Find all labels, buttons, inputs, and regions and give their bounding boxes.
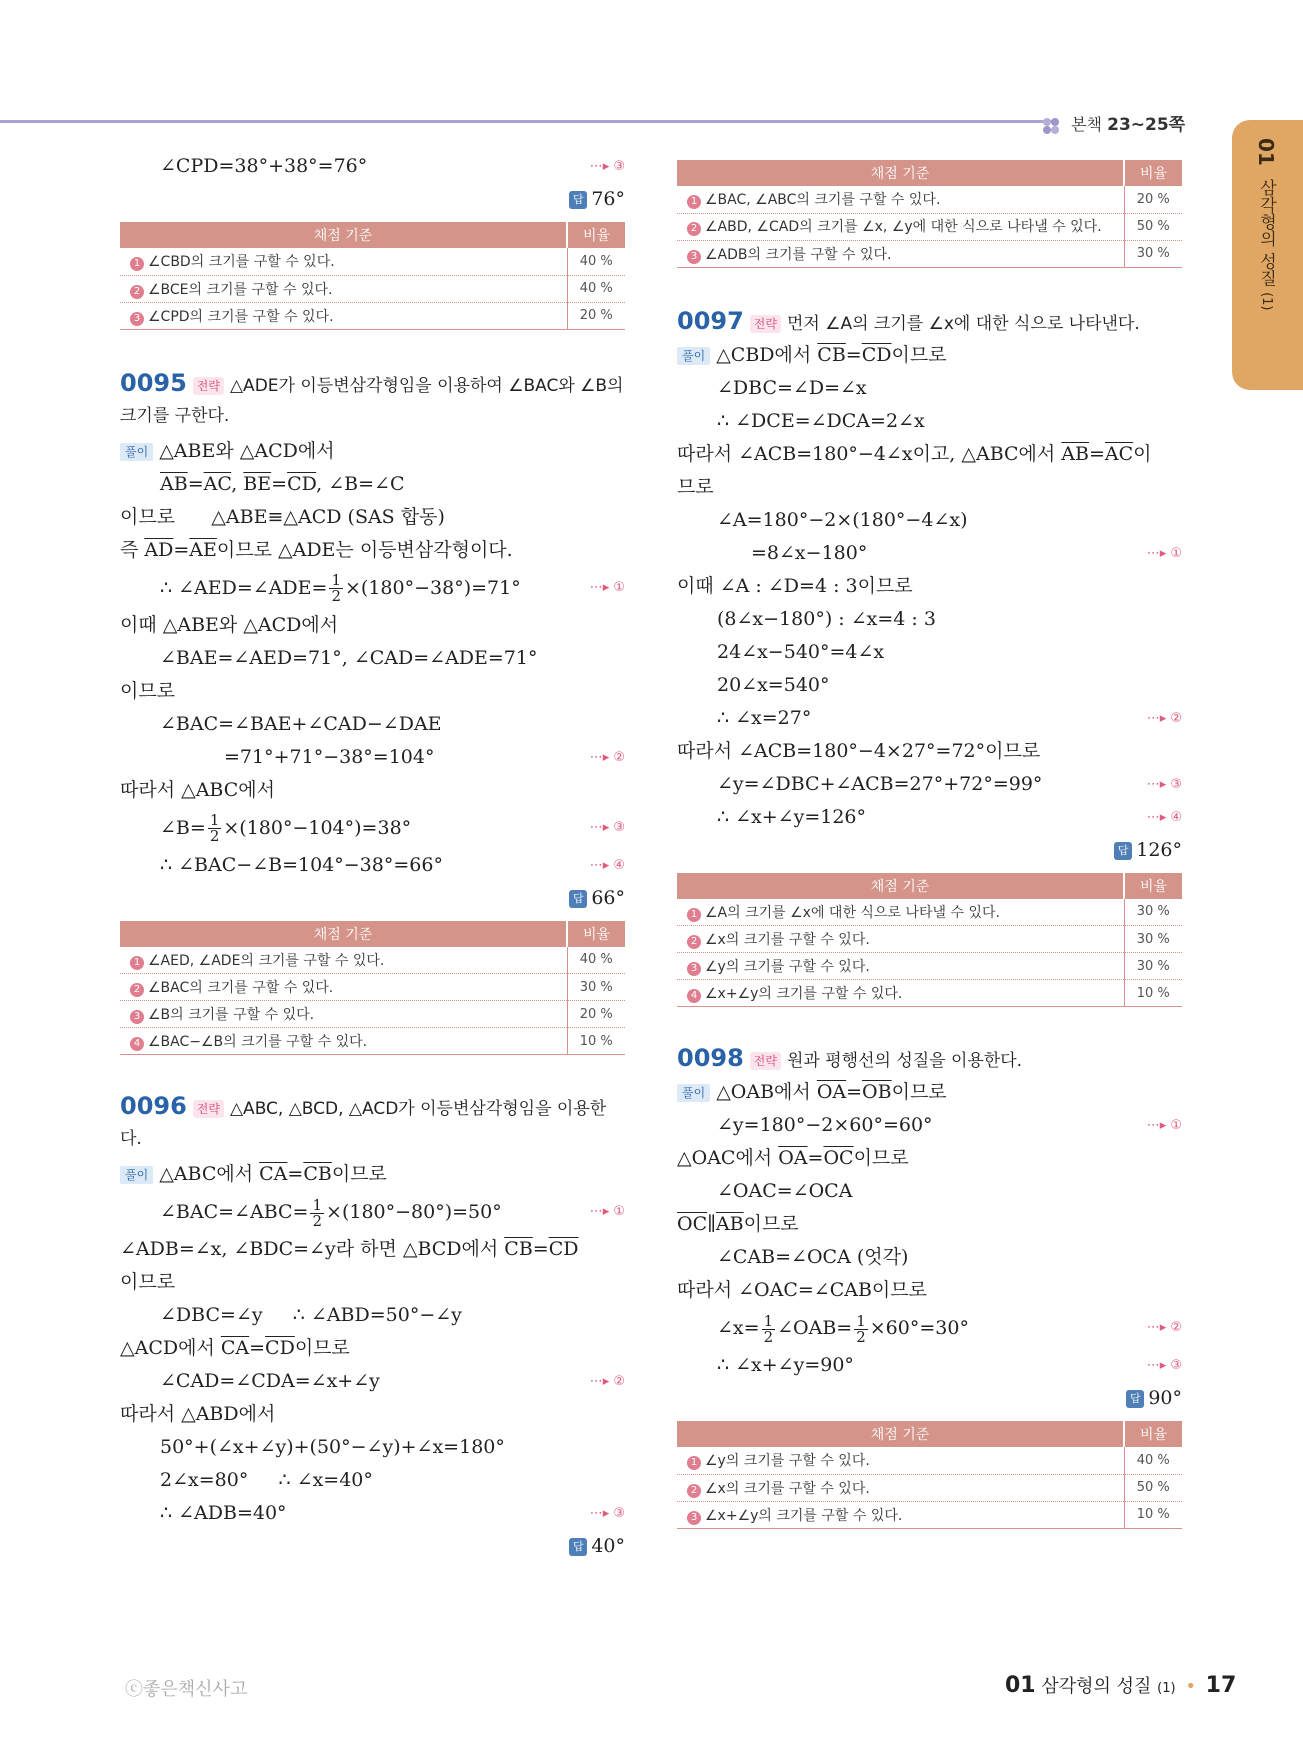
step-mark: ⋯▸ ① (589, 1204, 625, 1219)
step-mark: ⋯▸ ① (1146, 545, 1182, 561)
problem-number: 0095 (120, 368, 187, 397)
table-row: 2 ∠x의 크기를 구할 수 있다. 30 % (677, 926, 1182, 953)
problem-0096-header (120, 1091, 625, 1154)
solution-line: 따라서 △ABC에서 (120, 778, 275, 801)
table-row: 4 ∠BAC−∠B의 크기를 구할 수 있다. 10 % (120, 1028, 625, 1055)
step-mark: ⋯▸ ③ (1146, 1358, 1182, 1373)
solution-line: 이므로 (120, 1271, 176, 1293)
solution-line: =71°+71°−38°=104° ⋯▸ ② (120, 741, 625, 774)
chapter-tab (1232, 120, 1303, 390)
solution-line: ∠DBC=∠D=∠x (717, 376, 867, 399)
answer-icon: 답 (569, 890, 587, 908)
scoring-table: 채점 기준 비율 1 ∠y의 크기를 구할 수 있다. 40 % 2 ∠x의 크기를 구할 수 있다. 50 % 3 ∠x+∠y의 크기를 구할 수 있다. 10 % (677, 1421, 1182, 1529)
problem-0097-header (677, 306, 1182, 339)
solution-line: ∴ ∠BAC−∠B=104°−38°=66° ⋯▸ ④ (120, 849, 625, 882)
solution-line: 풀이 △ABC에서 $\overline{CA}=\overline{CB}$이므로 (120, 1158, 625, 1191)
step-mark: ⋯▸ ② (589, 1374, 625, 1389)
header-rule (0, 120, 1055, 123)
solution-line: ∠x= $\frac{1}{2}$ ∠OAB= $\frac{1}{2}$ ×60°=30° ⋯▸ ② (677, 1307, 1182, 1349)
solution-line: ∠DBC=∠y ∴ ∠ABD=50°−∠y (160, 1304, 462, 1326)
table-row: 3 ∠y의 크기를 구할 수 있다. 30 % (677, 953, 1182, 980)
answer-line: 답 66° (120, 882, 625, 915)
solution-line: △ACD에서 $\overline{CA}=\overline{CD}$이므로 (120, 1337, 350, 1359)
scoring-table: 채점 기준 비율 1 ∠AED, ∠ADE의 크기를 구할 수 있다. 40 % 2 ∠BAC의 크기를 구할 수 있다. 30 % 3 ∠B의 크기를 구할 수 있다. 20 % 4 ∠BAC−∠B의 크기를 구할 수 있다. 10 % (120, 921, 625, 1056)
strategy-text: 먼저 ∠A의 크기를 ∠x에 대한 식으로 나타낸다. (786, 313, 1140, 334)
page-folio (1005, 1672, 1236, 1698)
table-row: 3 ∠B의 크기를 구할 수 있다. 20 % (120, 1001, 625, 1028)
step-mark: ⋯▸ ④ (589, 857, 625, 873)
table-row: 3 ∠x+∠y의 크기를 구할 수 있다. 10 % (677, 1501, 1182, 1528)
solution-line: ∠OAC=∠OCA (717, 1180, 853, 1202)
book-ref-label: 본책 (1071, 115, 1103, 134)
solution-line: ∠y=180°−2×60°=60° ⋯▸ ① (677, 1109, 1182, 1142)
right-column (677, 160, 1182, 1537)
table-row: 3 ∠CPD의 크기를 구할 수 있다. 20 % (120, 302, 625, 329)
solution-line: ∠CAD=∠CDA=∠x+∠y ⋯▸ ② (120, 1365, 625, 1398)
solution-line: △OAC에서 $\overline{OA}=\overline{OC}$이므로 (677, 1147, 909, 1169)
chapter-tab-number: 01 (1254, 138, 1278, 166)
strategy-text: △ADE가 이등변삼각형임을 이용하여 ∠BAC와 ∠B의 크기를 구한다. (120, 375, 624, 426)
solution-line: $\overline{AB}=\overline{AC}$, $\overline{BE}=\overline{CD}$, ∠B=∠C (160, 472, 405, 495)
solution-line: 따라서 ∠OAC=∠CAB이므로 (677, 1279, 927, 1301)
scoring-table: 채점 기준 비율 1 ∠A의 크기를 ∠x에 대한 식으로 나타낼 수 있다. 30 % 2 ∠x의 크기를 구할 수 있다. 30 % 3 ∠y의 크기를 구할 수 있다. 30 % 4 ∠x+∠y의 크기를 구할 수 있다. 10 % (677, 873, 1182, 1008)
chapter-tab-part: (1) (1259, 292, 1274, 311)
solution-line: 2∠x=80° ∴ ∠x=40° (160, 1469, 373, 1491)
table-row: 2 ∠BCE의 크기를 구할 수 있다. 40 % (120, 275, 625, 302)
solution-line: 풀이 △ABE와 △ACD에서 (120, 435, 625, 468)
step-mark: ⋯▸ ③ (589, 819, 625, 835)
solution-line: 따라서 ∠ACB=180°−4∠x이고, △ABC에서 $\overline{AB}=\overline{AC}$이 (677, 442, 1152, 465)
left-column (120, 150, 625, 1563)
strategy-text: △ABC, △BCD, △ACD가 이등변삼각형임을 이용한다. (120, 1099, 607, 1149)
step-mark: ⋯▸ ② (589, 749, 625, 765)
step-mark: ⋯▸ ③ (589, 1506, 625, 1521)
solution-line: ∠y=∠DBC+∠ACB=27°+72°=99° ⋯▸ ③ (677, 768, 1182, 801)
problem-number: 0096 (120, 1092, 187, 1120)
solution-line: 이므로 (120, 679, 176, 702)
answer-icon: 답 (569, 1538, 587, 1556)
solution-line: 이므로 △ABE≡△ACD (SAS 합동) (120, 505, 445, 528)
solution-line: 이때 △ABE와 △ACD에서 (120, 613, 339, 636)
solution-line: 풀이 △CBD에서 $\overline{CB}=\overline{CD}$이므로 (677, 339, 1182, 372)
solution-line: (8∠x−180°) : ∠x=4 : 3 (717, 607, 936, 630)
step-mark: ⋯▸ ③ (1146, 776, 1182, 792)
solution-line: ∠B= $\frac{1}{2}$ ×(180°−104°)=38° ⋯▸ ③ (120, 807, 625, 849)
solution-line: 즉 $\overline{AD}=\overline{AE}$이므로 △ADE는 이등변삼각형이다. (120, 538, 513, 561)
solution-line: ∠BAC=∠ABC= $\frac{1}{2}$ ×(180°−80°)=50° ⋯▸ ① (120, 1191, 625, 1233)
solution-line: 50°+(∠x+∠y)+(50°−∠y)+∠x=180° (160, 1436, 505, 1458)
answer-line: 답 40° (120, 1530, 625, 1563)
solution-line: ∠A=180°−2×(180°−4∠x) (717, 508, 968, 531)
solution-line: ∠CAB=∠OCA (엇각) (717, 1246, 909, 1268)
scoring-table: 채점 기준 비율 1 ∠CBD의 크기를 구할 수 있다. 40 % 2 ∠BCE의 크기를 구할 수 있다. 40 % 3 ∠CPD의 크기를 구할 수 있다. 20 % (120, 222, 625, 330)
solution-tag: 풀이 (120, 1166, 153, 1184)
strategy-tag: 전략 (193, 377, 224, 395)
table-row: 2 ∠x의 크기를 구할 수 있다. 50 % (677, 1474, 1182, 1501)
scoring-table: 채점 기준 비율 1 ∠BAC, ∠ABC의 크기를 구할 수 있다. 20 % 2 ∠ABD, ∠CAD의 크기를 ∠x, ∠y에 대한 식으로 나타낼 수 있다. 50 % 3 ∠ADB의 크기를 구할 수 있다. 30 % (677, 160, 1182, 268)
solution-line: 따라서 △ABD에서 (120, 1403, 276, 1425)
problem-number: 0097 (677, 306, 744, 335)
step-mark: ⋯▸ ① (1146, 1118, 1182, 1133)
step-mark: ⋯▸ ① (589, 579, 625, 595)
solution-line: ∴ ∠x+∠y=126° ⋯▸ ④ (677, 801, 1182, 834)
solution-line: ∴ ∠x=27° ⋯▸ ② (677, 702, 1182, 735)
solution-line: ∴ ∠AED=∠ADE= $\frac{1}{2}$ ×(180°−38°)=71° ⋯▸ ① (120, 567, 625, 609)
answer-icon: 답 (1126, 1390, 1144, 1408)
table-row: 4 ∠x+∠y의 크기를 구할 수 있다. 10 % (677, 980, 1182, 1007)
footer-chapter-title: 삼각형의 성질 (1041, 1676, 1152, 1697)
table-row: 1 ∠BAC, ∠ABC의 크기를 구할 수 있다. 20 % (677, 186, 1182, 213)
table-row: 1 ∠AED, ∠ADE의 크기를 구할 수 있다. 40 % (120, 947, 625, 974)
table-row: 2 ∠BAC의 크기를 구할 수 있다. 30 % (120, 974, 625, 1001)
solution-line: ∴ ∠ADB=40° ⋯▸ ③ (120, 1497, 625, 1530)
answer-icon: 답 (1114, 842, 1132, 860)
strategy-tag: 전략 (193, 1100, 224, 1118)
solution-line: 이때 ∠A : ∠D=4 : 3이므로 (677, 574, 913, 597)
page-reference (1040, 110, 1185, 137)
problem-0098-header (677, 1043, 1182, 1076)
solution-line: ∠CPD=38°+38°=76° ⋯▸ ③ (120, 150, 625, 183)
solution-line: ∠BAC=∠BAE+∠CAD−∠DAE (160, 712, 442, 735)
step-mark: ⋯▸ ③ (589, 159, 625, 174)
step-mark: ⋯▸ ② (1146, 710, 1182, 726)
footer-separator: • (1185, 1676, 1196, 1697)
solution-line: 24∠x−540°=4∠x (717, 640, 885, 663)
footer-chapter-part: (1) (1157, 1681, 1176, 1696)
chapter-tab-title: 삼각형의 성질 (1256, 179, 1276, 287)
page-number: 17 (1205, 1673, 1237, 1698)
table-row: 2 ∠ABD, ∠CAD의 크기를 ∠x, ∠y에 대한 식으로 나타낼 수 있다. 50 % (677, 213, 1182, 240)
step-mark: ⋯▸ ④ (1146, 809, 1182, 825)
solution-tag: 풀이 (677, 347, 710, 365)
answer-line: 답 90° (677, 1382, 1182, 1415)
table-row: 1 ∠CBD의 크기를 구할 수 있다. 40 % (120, 248, 625, 275)
solution-tag: 풀이 (120, 443, 153, 461)
solution-line: 풀이 △OAB에서 $\overline{OA}=\overline{OB}$이므로 (677, 1076, 1182, 1109)
problem-0095-header (120, 368, 625, 431)
publisher: ⓒ좋은책신사고 (125, 1679, 248, 1700)
solution-line: 따라서 ∠ACB=180°−4×27°=72°이므로 (677, 739, 1041, 762)
table-row: 1 ∠y의 크기를 구할 수 있다. 40 % (677, 1447, 1182, 1474)
solution-line: 므로 (677, 475, 714, 498)
solution-line: ∠BAE=∠AED=71°, ∠CAD=∠ADE=71° (160, 646, 538, 669)
solution-line: ∴ ∠DCE=∠DCA=2∠x (717, 409, 925, 432)
answer-line: 답 76° (120, 183, 625, 216)
flower-icon (1040, 115, 1062, 137)
solution-line: ∴ ∠x+∠y=90° ⋯▸ ③ (677, 1349, 1182, 1382)
solution-line: ∠ADB=∠x, ∠BDC=∠y라 하면 △BCD에서 $\overline{CB}=\overline{CD}$ (120, 1238, 579, 1260)
strategy-tag: 전략 (750, 1052, 781, 1070)
step-mark: ⋯▸ ② (1146, 1320, 1182, 1335)
strategy-tag: 전략 (750, 315, 781, 333)
solution-line: 20∠x=540° (717, 673, 830, 696)
answer-line: 답 126° (677, 834, 1182, 867)
solution-line: $\overline{OC}\parallel\overline{AB}$이므로 (677, 1213, 799, 1235)
solution-line: =8∠x−180° ⋯▸ ① (677, 537, 1182, 570)
page-range: 23~25쪽 (1107, 115, 1186, 135)
solution-tag: 풀이 (677, 1084, 710, 1102)
table-row: 3 ∠ADB의 크기를 구할 수 있다. 30 % (677, 240, 1182, 267)
answer-icon: 답 (569, 191, 587, 209)
problem-number: 0098 (677, 1044, 744, 1072)
table-row: 1 ∠A의 크기를 ∠x에 대한 식으로 나타낼 수 있다. 30 % (677, 899, 1182, 926)
strategy-text: 원과 평행선의 성질을 이용한다. (786, 1051, 1023, 1071)
footer-chapter-number: 01 (1005, 1673, 1036, 1698)
